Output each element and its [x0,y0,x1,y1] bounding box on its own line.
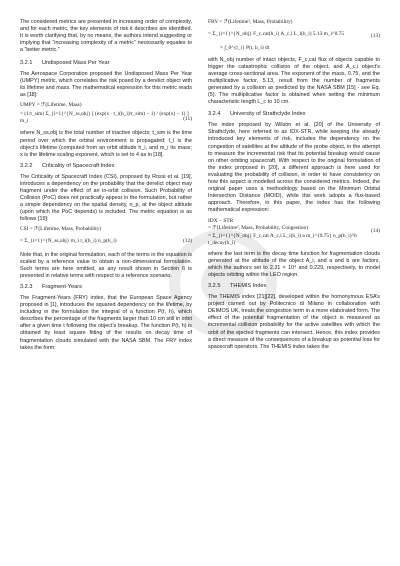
right-column [208,0,380,351]
umpy-paragraph: The Aerospace Corporation proposed the Undisposed Mass Per Year (UMPY) metric, which correlates the risk posed by a derelict object with its lifetime and mass. The mathematical expression for this metric reads as [18]: [20,71,192,99]
themis-paragraph: The THEMIS index [21][22], developed within the homonymous ESA’s project carried out by Politecnico di Milano in collaboration with DEIMOS UK, treats the congestion term in a more elaborated form. The effect of the potential fragmentation of the object is measured as incremental collision probability for the active satellites with which the orbit of the ejected fragments can intersect. Hence, this index provides a direct measure of the consequences of a breakup as potential loss for spacecraft operators. The THEMIS index takes the [208,294,380,350]
equation-13-line1: FRY = ℱ(Lifetime², Mass, Probability) [208,19,293,25]
section-heading-3-2-4: 3.2.4 University of Strathclyde Index [208,111,306,118]
fry-paragraph: The Fragment-Years (FRY) index, that the European Space Agency proposed in [1], introduces the squared dependency on the lifetime, by including in the formulation the integral of a function P(t, h), which describes the percentage of the fragments larger than 10 cm still in orbit after a given time t following the object’s breakup. The function P(t, h) is obtained by least square fitting of the results on decay time of fragmentation clouds simulated with the NASA SBM. The FRY index takes the form: [20,295,192,351]
intro-paragraph: The considered metrics are presented in increasing order of complexity, and for each metric, the key elements of risk it describes are identified. It is worth clarifying that, by no means, the authors intend suggesting or implying that “increasing complexity of a metric” necessarily equates to a “better metric.” [20,19,192,54]
equation-13-line3: × ∫_0^{t_i} P(t, h_i) dt [220,44,270,51]
equation-13-number: (13) [371,33,380,39]
idx-str-paragraph: The index proposed by Wilson et al. [20] of the University of Strathclyde, here referred to as IDX-STR, while keeping the already introduced key elements of risk, includes the dependency on the congestion of satellites at the altitude of the probe object, in the attempt to measure the incremental risk that its potential breakup would cause on other orbiting spacecraft. With respect to the original formulation of the index proposed in [20], a different approach is here used for evaluating the probability of collision, in order to have consistency on how this aspect is modelled across the considered metrics. Indeed, the original paper uses a methodology based on the Minimum Orbital Intersection Distance (MOID), while this work adopts a flux-based approach. Therefore, in this paper, the index has the following mathematical expression: [208,122,380,213]
equation-12-number: (12) [183,237,192,244]
equation-11-line2: = (1/t_sim) Σ_{i=1}^{N_ss,obj} [ (exp(x · t_i(h_i)/t_sim) − 1) / (exp(x) − 1) ] m_i [20,111,189,125]
equation-12-line1: CSI = ℱ(Lifetime, Mass, Probability) [20,225,102,232]
section-heading-3-2-1: 3.2.1 Undisposed Mass Per Year [20,60,110,67]
equation-12-line2: = Σ_{i=1}^{N_ss,obj} m_i t_i(h_i) n_p(h_i) [20,237,117,244]
equation-14-number: (14) [371,227,380,234]
umpy-definitions: where N_ss,obj is the total number of inactive objects; t_sim is the time period over which the orbital environment is propagated; t_i is the object’s lifetime (computed from an orbit altitude h_i, and m_i its mass; x is the lifetime scaling exponent, which is set to 4 as in [18]. [20,130,192,158]
left-column [20,0,192,352]
equation-14-line1: IDX − STR [208,217,234,224]
equation-14 [208,218,380,248]
equation-11-line1: UMPY = ℱ(Lifetime, Mass) [20,102,82,109]
csi-note-paragraph: Note that, in the original formulation, each of the terms in the equation is scaled by a reference value to obtain a non-dimensional formulation. Such terms are here omitted, as any result shown in Section 6 is presented in relative terms with respect to a reference scenario. [20,252,193,280]
section-heading-3-2-5: 3.2.5 THEMIS Index [208,283,267,290]
equation-11 [20,102,192,127]
idx-str-definitions: where the last term is the decay time function for fragmentation clouds generated at the altitude of the object A_i, and a and b are factors, which the authors set to 2.31 × 10⁴ and 0.229, respectively, to model objects orbiting within the LEO region. [208,251,380,279]
equation-14-line2: = ℱ(Lifetime², Mass, Probability, Congestion) [208,225,309,232]
equation-11-number: (11) [183,116,192,123]
equation-13-line2: = Σ_{i=1}^{N_obj} F_c,cat(h_i) A_c,i L_i(h_i) 5.13 m_i^0.75 [208,30,345,37]
equation-13 [208,19,380,54]
section-heading-3-2-3: 3.2.3 Fragment-Years [20,284,82,291]
csi-paragraph: The Criticality of Spacecraft Index (CSI), proposed by Rossi et al. [19], introduces a dependency on the probability that the derelict object may fragment under the effect of an in-orbit collision. Such Probability of Collision (PoC) does not practically appear in the formulation, but rather a simple dependency on the spatial density, n_p, at the object altitude (upon which the PoC depends) is included. The metric equation is as follows [19]: [20,173,192,222]
equation-12 [20,226,192,249]
equation-14-line3: = Σ_{i=1}^{N_obj} F_c,cat A_c,i L_i(h_i) a m_i^{0.75} n_p(h_i)^b t_decay(h_i) [208,233,357,247]
section-heading-3-2-2: 3.2.2 Criticality of Spacecraft Index [20,162,115,169]
fry-definitions: with N_obj number of intact objects, F_c,cat flux of objects capable to trigger the catastrophic collision of the object, and A_c,i object’s average cross-sectional area. The exponent of the mass, 0.75, and the multiplicative factor, 5.13, result from the number of fragments generated by a collision as predicted by the NASA SBM [15] - see Eq. (5). The multiplicative factor is obtained when setting the minimum characteristic length L_c to 10 cm. [208,57,380,106]
